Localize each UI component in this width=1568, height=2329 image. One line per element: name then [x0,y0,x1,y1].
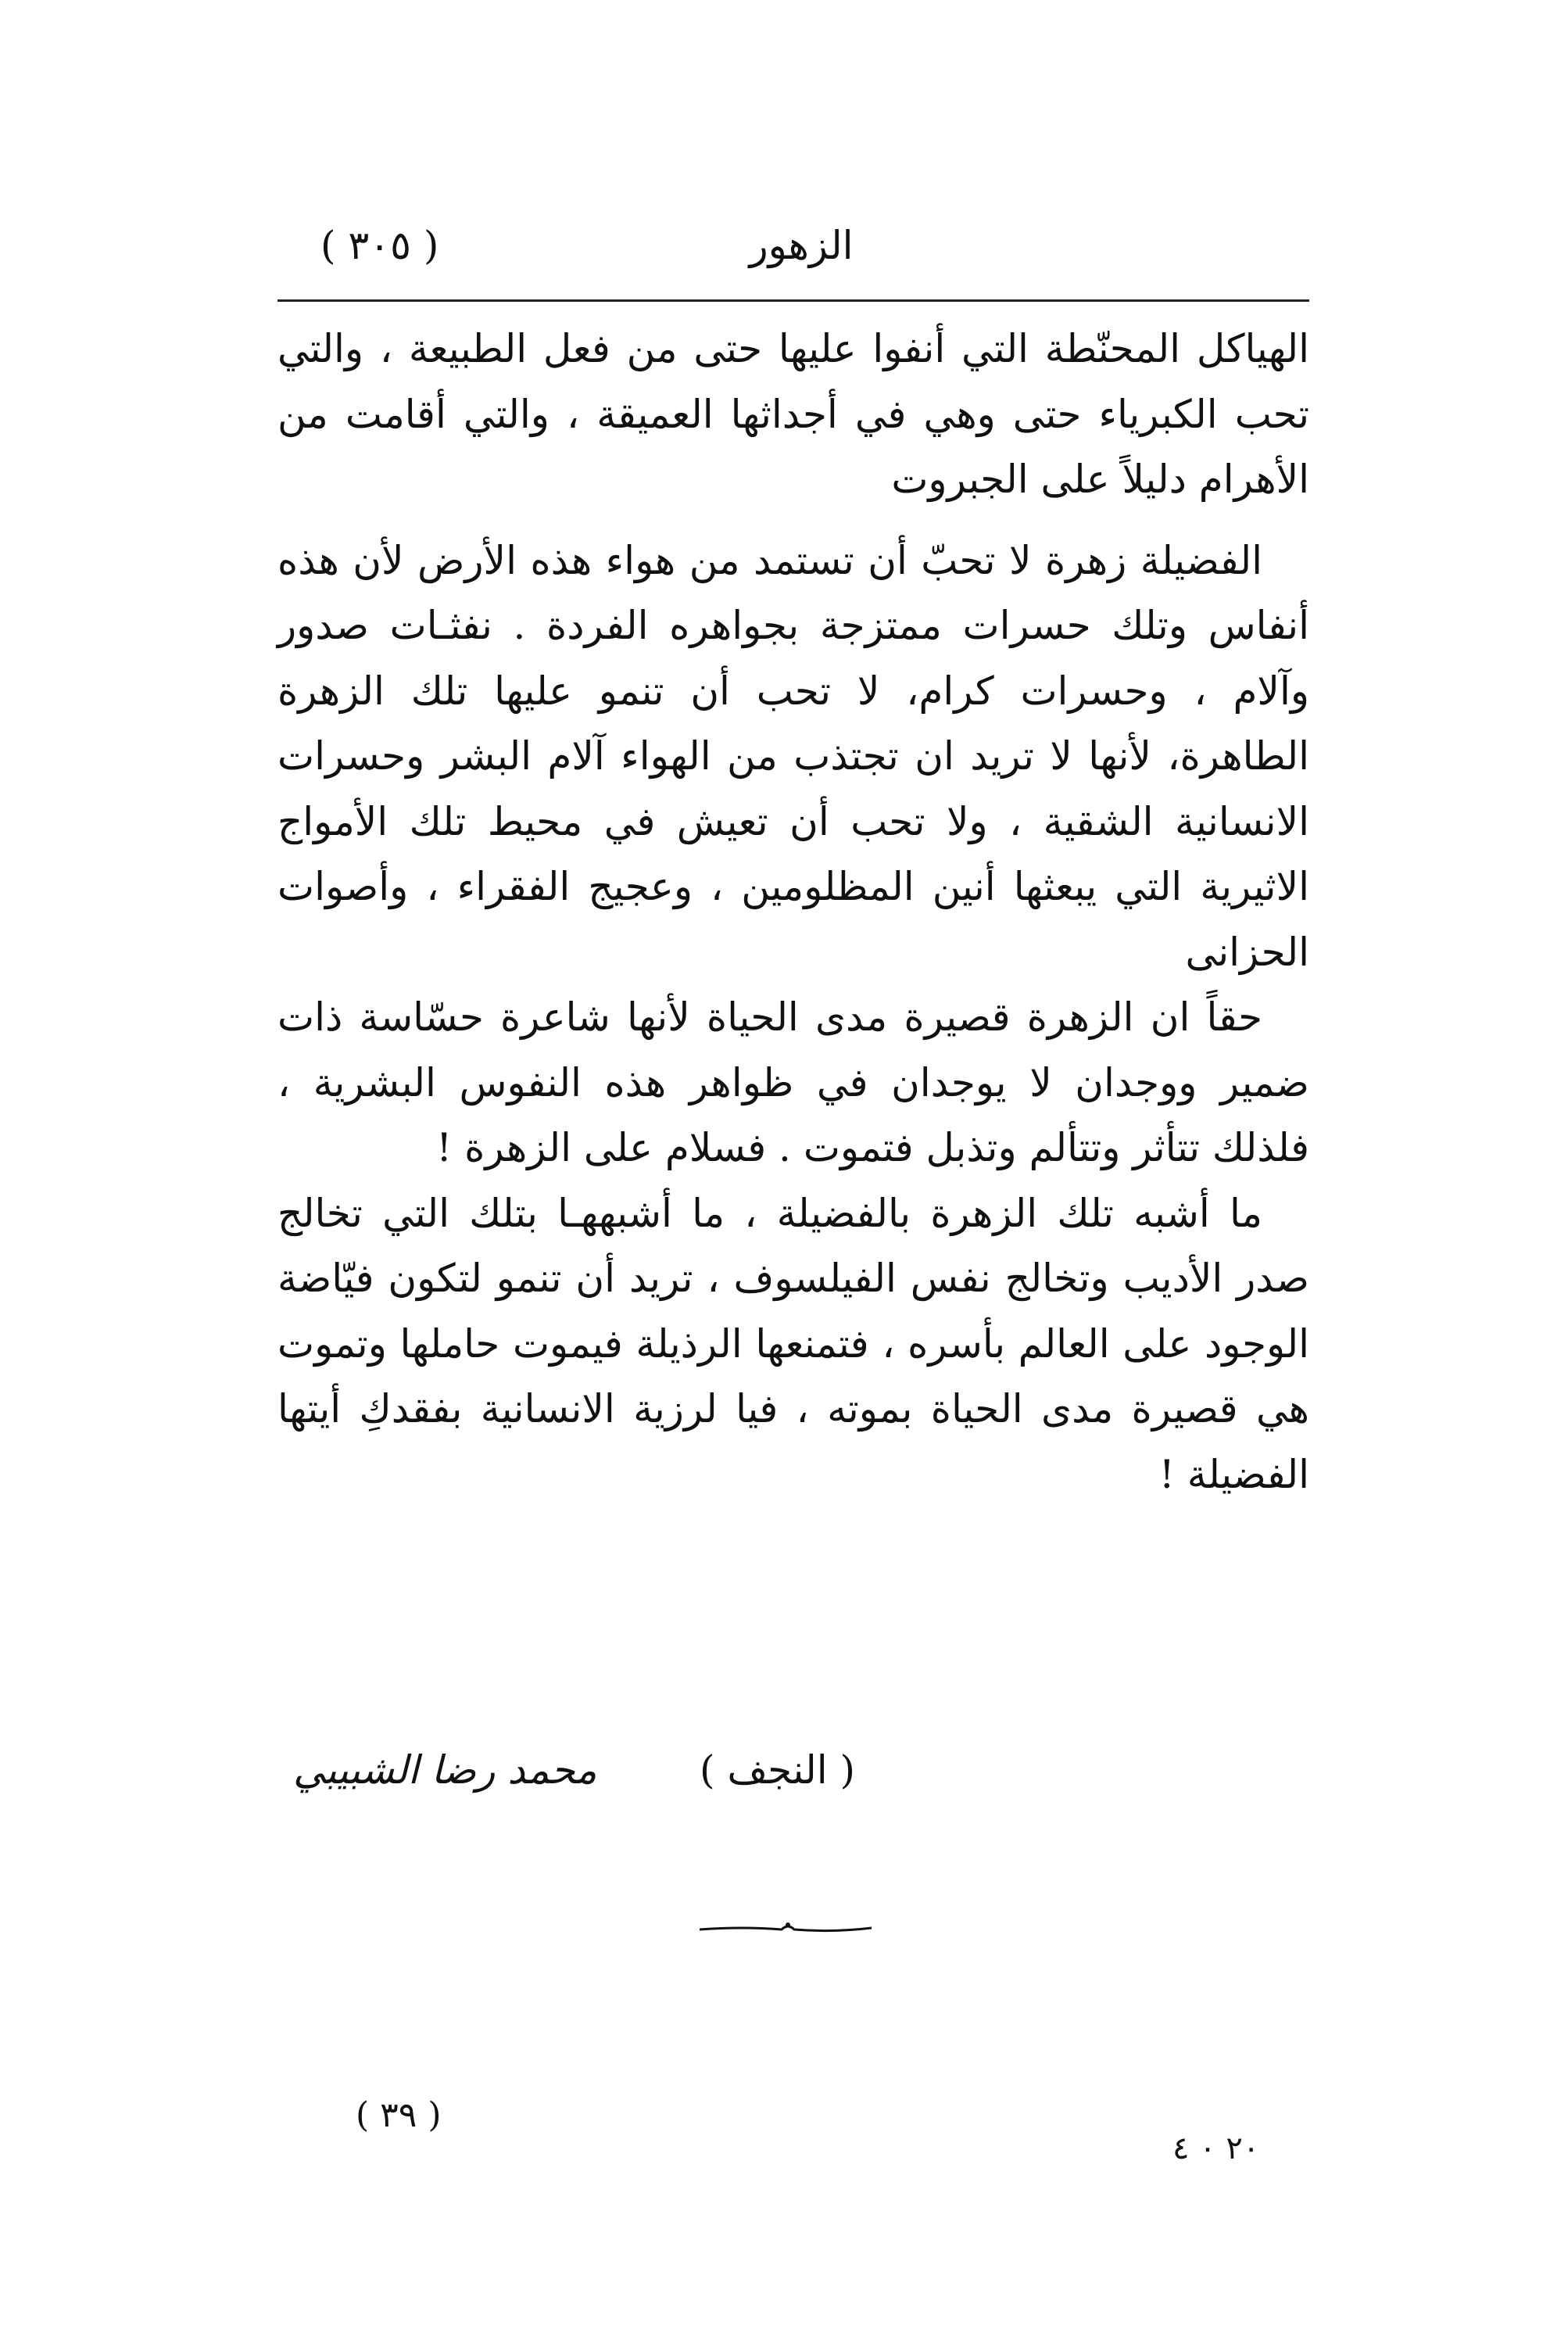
header-rule [277,299,1309,302]
signature-author: محمد رضا الشبيبي [293,1747,597,1793]
paragraph-1: الهياكل المحنّطة التي أنفوا عليها حتى من فعل الطبيعة ، والتي تحب الكبرياء حتى وهي في أجداثها العميقة ، والتي أقامت من الأهرام دليلاً على الجبروت [277,326,1309,502]
paragraph-4: ما أشبه تلك الزهرة بالفضيلة ، ما أشبههـا بتلك التي تخالج صدر الأديب وتخالج نفس الفيلسوف ، تريد أن تنمو لتكون فيّاضة الوجود على العالم بأسره ، فتمنعها الرذيلة فيموت حاملها وتموت هي قصيرة مدى الحياة بموته ، فيا لرزية الانسانية بفقدكِ أيتها الفضيلة ! [277,1190,1309,1497]
paragraph-2: الفضيلة زهرة لا تحبّ أن تستمد من هواء هذه الأرض لأن هذه أنفاس وتلك حسرات ممتزجة بجواهره الفردة . نفثـات صدور وآلام ، وحسرات كرام، لا تحب أن تنمو عليها تلك الزهرة الطاهرة، لأنها لا تريد ان تجتذب من الهواء آلام البشر وحسرات الانسانية الشقية ، ولا تحب أن تعيش في محيط تلك الأمواج الاثيرية التي يبعثها أنين المظلومين ، وعجيج الفقراء ، وأصوات الحزانى [277,537,1309,975]
paragraph-3: حقاً ان الزهرة قصيرة مدى الحياة لأنها شاعرة حسّاسة ذات ضمير ووجدان لا يوجدان في ظواهر هذه النفوس البشرية ، فلذلك تتأثر وتتألم وتذبل فتموت . فسلام على الزهرة ! [277,994,1309,1170]
article-body [277,317,1309,1507]
print-mark: ٢٠ ٠ ٤ [1172,2130,1260,2166]
page-number: ( ٣٠٥ ) [320,223,439,268]
ornament-divider [696,1915,875,1939]
paragraph-spacer [277,513,1309,529]
page-title: الزهور [749,223,854,268]
page-header [313,223,1290,285]
signature-line [277,1747,1309,1810]
sheet-number: ( ٣٩ ) [356,2095,442,2135]
signature-place: ( النجف ) [700,1747,856,1793]
